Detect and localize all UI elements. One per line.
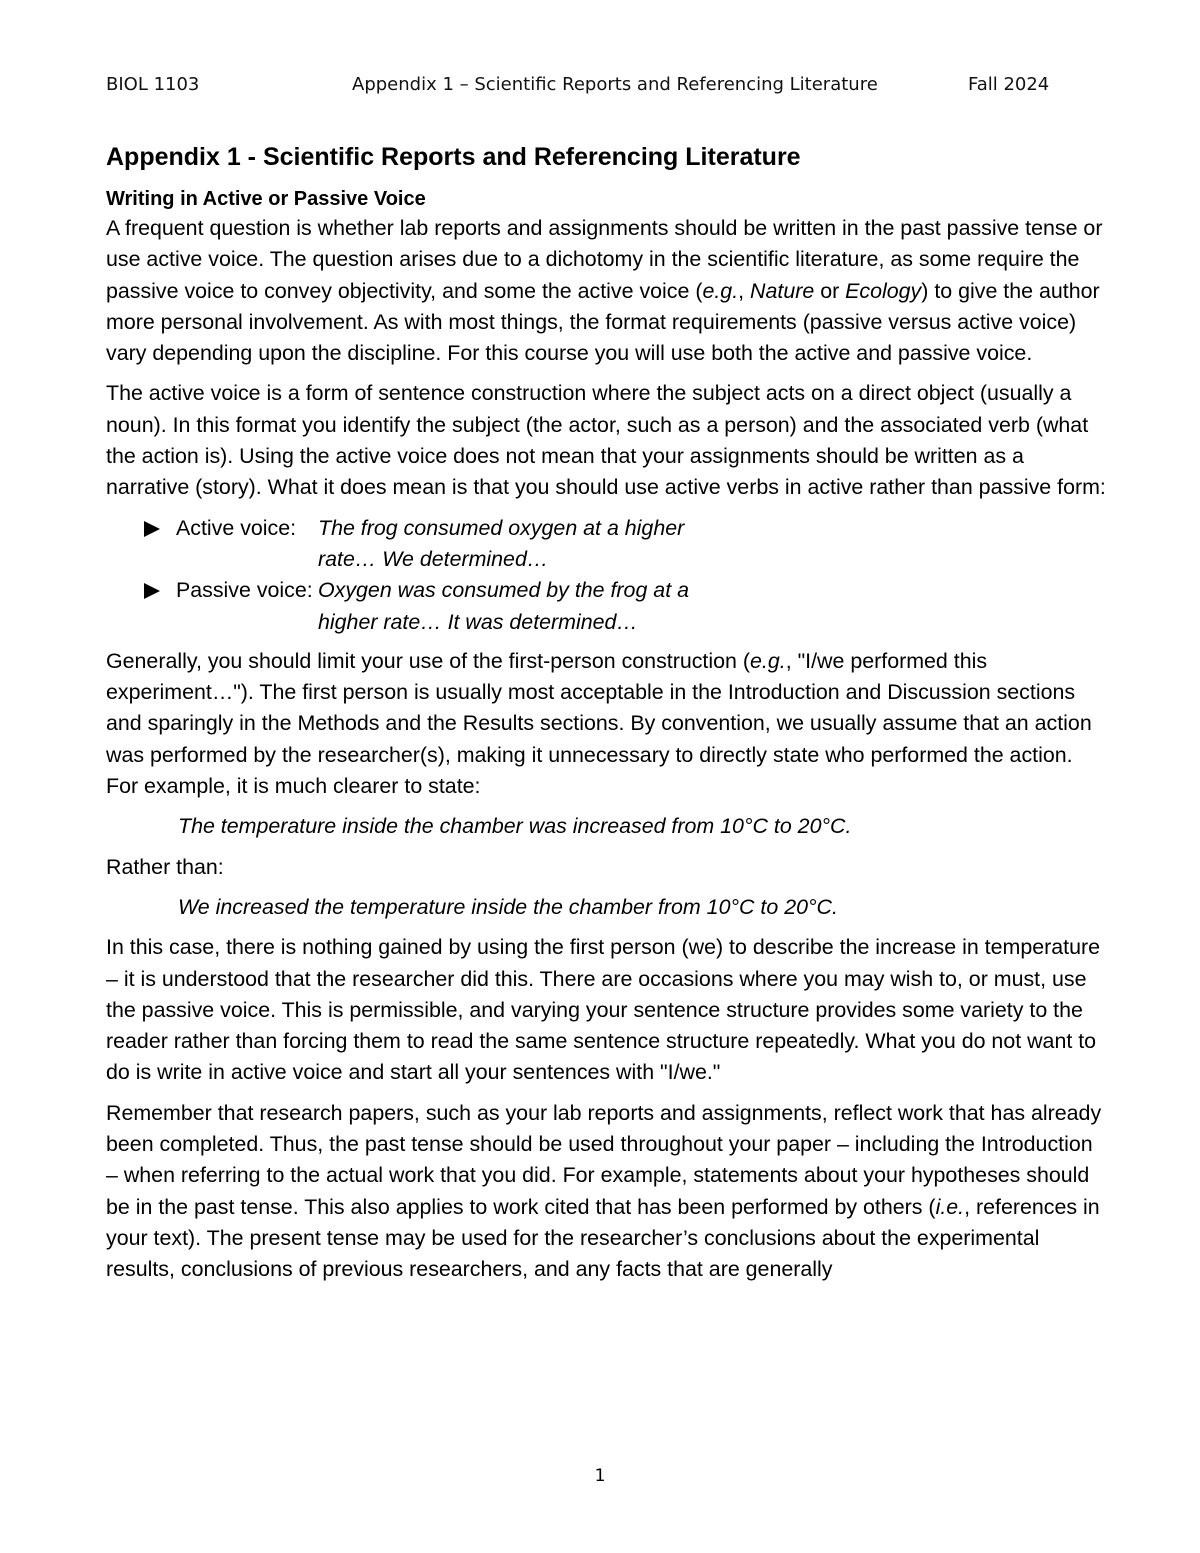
bullet-example: The frog consumed oxygen at a higher rate… We determined… <box>318 515 685 571</box>
voice-examples-list <box>106 513 1106 638</box>
triangle-bullet-icon <box>144 521 160 537</box>
paragraph-active-voice: The active voice is a form of sentence construction where the subject acts on a direct object (usually a noun). In this format you identify the subject (the actor, such as a person) and the associated verb (what the action is). Using the active voice does not mean that your assignments should be written as a narrative (story). What it does mean is that you should use active verbs in active rather than passive form: <box>106 381 1106 500</box>
paragraph-voice-intro <box>106 213 1106 369</box>
paragraph-first-person <box>106 646 1106 802</box>
page-title: Appendix 1 - Scientific Reports and Referencing Literature <box>106 143 801 171</box>
text-span: ) to give the author more personal involvement. As with most things, the format requirements (passive versus active voice) vary depending upon the discipline. For this course you will use both the active and passive voice. <box>106 278 1100 366</box>
text-span: , "I/we performed this experiment…"). The first person is usually most acceptable in the Introduction and Discussion sections and sparingly in the Methods and the Results sections. By convention, we usually assume that an action was performed by the researcher(s), making it unnecessary to directly state who performed the action. For example, it is much clearer to state: <box>106 648 1092 799</box>
triangle-bullet-icon <box>144 583 160 599</box>
journal-name: Ecology <box>845 278 922 303</box>
header-title: Appendix 1 – Scientific Reports and Referencing Literature <box>352 74 878 95</box>
example-passive: The temperature inside the chamber was increased from 10°C to 20°C. <box>178 814 852 839</box>
list-item <box>106 575 1106 638</box>
example-active: We increased the temperature inside the chamber from 10°C to 20°C. <box>178 894 838 919</box>
main-content <box>106 140 1106 1295</box>
rather-than-label: Rather than: <box>106 854 224 879</box>
text-span: A frequent question is whether lab reports and assignments should be written in the past passive tense or use active voice. The question arises due to a dichotomy in the scientific literature, as some require the passive voice to convey objectivity, and some the active voice ( <box>106 216 1103 303</box>
text-span: , <box>738 278 751 303</box>
bullet-label: Active voice: <box>176 515 297 540</box>
bullet-label: Passive voice: <box>176 578 313 603</box>
header-course: BIOL 1103 <box>106 74 200 95</box>
text-span: Remember that research papers, such as your lab reports and assignments, reflect work that has already been completed. Thus, the past tense should be used throughout your paper – including the Introduction – when referring to the actual work that you did. For example, statements about your hypotheses should be in the past tense. This also applies to work cited that has been performed by others ( <box>106 1100 1102 1219</box>
paragraph-nothing-gained: In this case, there is nothing gained by using the first person (we) to describe the increase in temperature – it is understood that the researcher did this. There are occasions where you may wish to, or must, use the passive voice. This is permissible, and varying your sentence structure provides some variety to the reader rather than forcing them to read the same sentence structure repeatedly. What you do not want to do is write in active voice and start all your sentences with "I/we." <box>106 935 1101 1085</box>
text-span: Generally, you should limit your use of the first-person construction ( <box>106 648 750 673</box>
text-span: , references in your text). The present tense may be used for the researcher’s conclusions about the experimental results, conclusions of previous researchers, and any facts that are generally <box>106 1194 1100 1282</box>
header-term: Fall 2024 <box>968 74 1050 95</box>
page-number: 1 <box>594 1466 606 1486</box>
text-span: or <box>814 278 846 303</box>
paragraph-past-tense <box>106 1098 1106 1286</box>
text-span-italic: e.g. <box>702 278 739 303</box>
text-span-italic: i.e. <box>935 1194 965 1219</box>
list-item <box>106 513 1106 576</box>
journal-name: Nature <box>750 278 815 303</box>
section-heading: Writing in Active or Passive Voice <box>106 188 426 210</box>
bullet-example: Oxygen was consumed by the frog at a higher rate… It was determined… <box>318 578 689 634</box>
text-span-italic: e.g. <box>750 648 786 673</box>
